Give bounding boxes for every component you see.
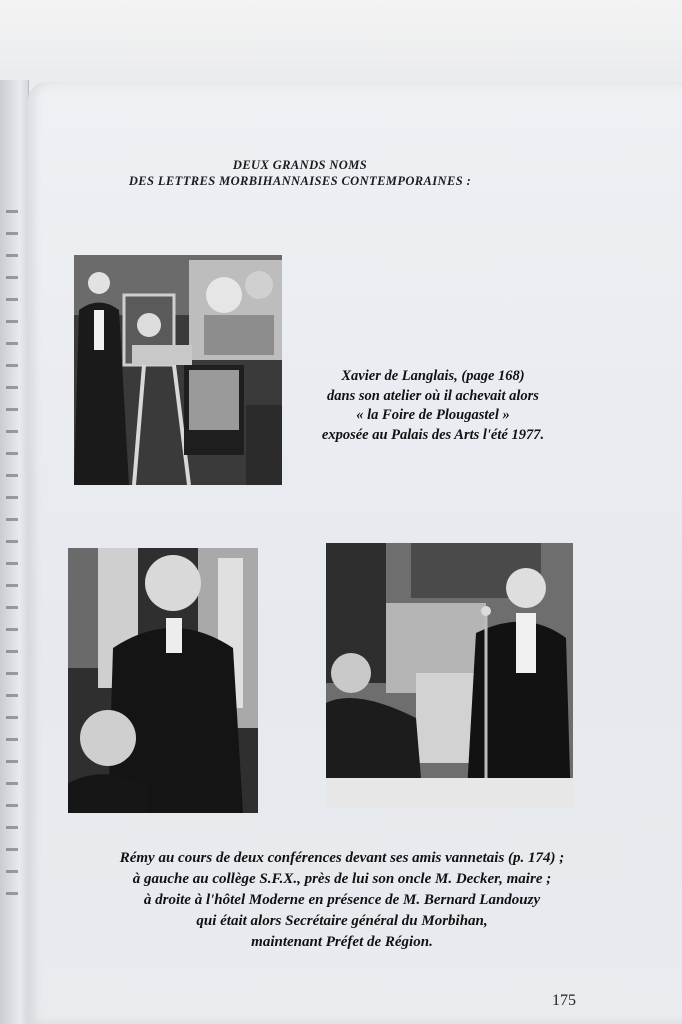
caption-painter-line-2: dans son atelier où il achevait alors [327, 387, 539, 404]
heading-line-1: DEUX GRANDS NOMS [232, 158, 368, 172]
facing-page-edge [0, 80, 29, 1024]
caption-painter-line-4: exposée au Palais des Arts l'été 1977. [321, 426, 545, 443]
facing-page-text-edge [6, 210, 18, 910]
caption-conferences-line-2: à gauche au collège S.F.X., près de lui son oncle M. Decker, maire ; [132, 871, 552, 887]
caption-painter-line-1: Xavier de Langlais, (page 168) [341, 368, 525, 384]
caption-conferences-line-4: qui était alors Secrétaire général du Morbihan, [196, 913, 488, 929]
caption-conferences-line-5: maintenant Préfet de Région. [251, 934, 433, 950]
caption-painter [288, 367, 578, 445]
heading-line-2: DES LETTRES MORBIHANNAISES CONTEMPORAINES : [128, 174, 472, 188]
caption-painter-line-3: « la Foire de Plougastel » [356, 407, 510, 423]
page-heading [100, 157, 500, 189]
page-number: 175 [552, 992, 576, 1009]
caption-conferences [62, 848, 622, 953]
photo-painter-studio [74, 255, 282, 485]
photo-conference-hotel [326, 543, 573, 808]
caption-conferences-line-3: à droite à l'hôtel Moderne en présence de M. Bernard Landouzy [143, 892, 541, 908]
caption-conferences-line-1: Rémy au cours de deux conférences devant ses amis vannetais (p. 174) ; [119, 850, 565, 866]
photo-conference-college [68, 548, 258, 813]
